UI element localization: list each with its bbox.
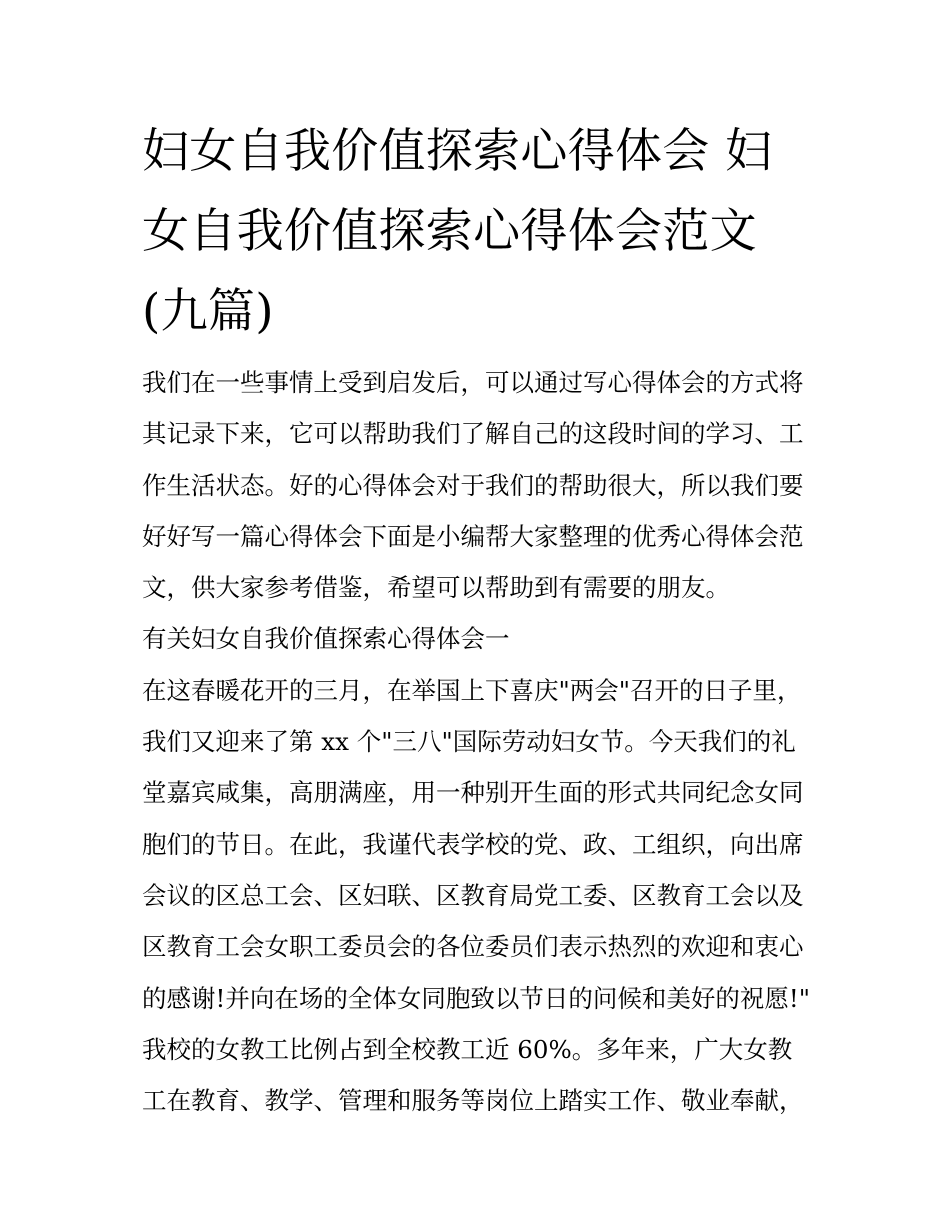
body-line: 好好写一篇心得体会下面是小编帮大家整理的优秀心得体会范 [142, 521, 804, 551]
body-line: 堂嘉宾咸集，高朋满座，用一种别开生面的形式共同纪念女同 [142, 778, 804, 808]
document-body [142, 357, 814, 1126]
body-line: 工在教育、教学、管理和服务等岗位上踏实工作、敬业奉献， [142, 1086, 804, 1116]
body-line: 我校的女教工比例占到全校教工近 60%。多年来，广大女教 [142, 1034, 793, 1064]
section-heading: 有关妇女自我价值探索心得体会一 [142, 624, 510, 654]
title-line: 女自我价值探索心得体会范文 [142, 204, 757, 259]
body-line: 在这春暖花开的三月，在举国上下喜庆"两会"召开的日子里， [142, 675, 802, 705]
body-line: 作生活状态。好的心得体会对于我们的帮助很大，所以我们要 [142, 470, 804, 500]
body-line: 文，供大家参考借鉴，希望可以帮助到有需要的朋友。 [142, 573, 730, 603]
document-title [142, 112, 814, 352]
body-line: 我们在一些事情上受到启发后，可以通过写心得体会的方式将 [142, 368, 804, 397]
body-line: 我们又迎来了第 xx 个"三八"国际劳动妇女节。今天我们的礼 [142, 727, 796, 757]
title-line: (九篇) [142, 284, 274, 339]
body-line: 的感谢!并向在场的全体女同胞致以节日的问候和美好的祝愿!" [142, 983, 810, 1013]
document-page [142, 112, 814, 352]
title-line: 妇女自我价值探索心得体会 妇 [142, 124, 773, 179]
body-line: 胞们的节日。在此，我谨代表学校的党、政、工组织，向出席 [142, 829, 804, 859]
body-line: 区教育工会女职工委员会的各位委员们表示热烈的欢迎和衷心 [142, 932, 804, 962]
body-line: 会议的区总工会、区妇联、区教育局党工委、区教育工会以及 [142, 880, 804, 910]
body-line: 其记录下来，它可以帮助我们了解自己的这段时间的学习、工 [142, 419, 804, 449]
